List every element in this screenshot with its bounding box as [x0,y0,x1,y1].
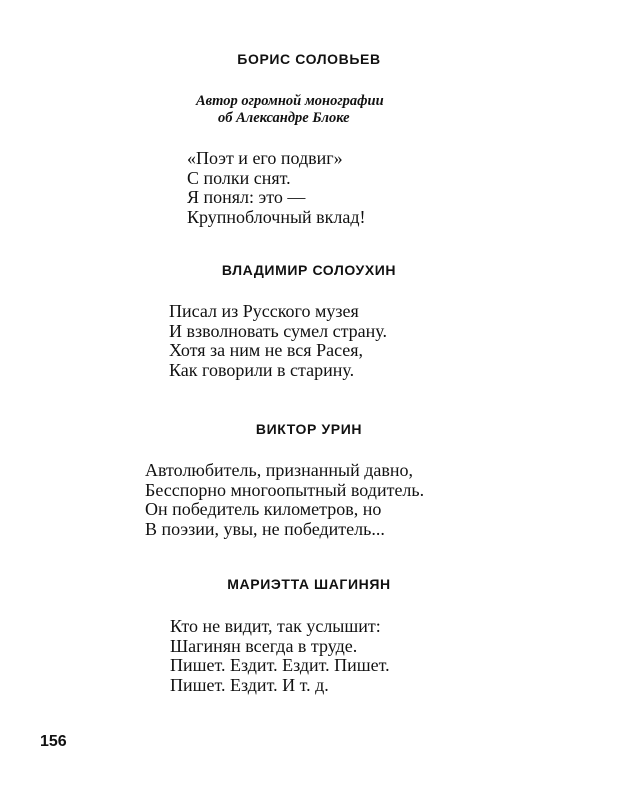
poem-4-author-heading: МАРИЭТТА ШАГИНЯН [227,576,391,592]
verse-line: Кто не видит, так услышит: [170,616,381,636]
poem-1-epigraph [196,93,384,127]
verse-line: С полки снят. [187,167,291,188]
poem-1-verse [187,149,366,227]
page-number: 156 [40,733,67,750]
verse-line: Пишет. Ездит. Ездит. Пишет. [170,655,390,675]
poem-3-verse [145,461,424,539]
verse-line: Хотя за ним не вся Расея, [169,340,364,360]
poem-1-author-heading: БОРИС СОЛОВЬЕВ [237,51,381,67]
verse-line: Автолюбитель, признанный давно, [145,460,413,480]
verse-line: Пишет. Ездит. И т. д. [170,674,329,695]
verse-line: Шагинян всегда в труде. [170,635,358,656]
verse-line: «Поэт и его подвиг» [187,148,343,168]
poem-3-author-heading: ВИКТОР УРИН [255,421,363,437]
poem-4-verse [170,617,390,695]
poem-2-verse [169,302,387,380]
poem-2-author-heading: ВЛАДИМИР СОЛОУХИН [221,262,397,278]
verse-line: И взволновать сумел страну. [169,320,387,341]
verse-line: Как говорили в старину. [169,359,355,380]
verse-line: Писал из Русского музея [169,301,359,321]
verse-line: Бесспорно многоопытный водитель. [145,479,425,500]
epigraph-line: Автор огромной монографии [196,93,384,109]
epigraph-line: об Александре Блоке [218,110,350,126]
verse-line: В поэзии, увы, не победитель... [145,518,385,539]
verse-line: Он победитель километров, но [145,499,382,519]
verse-line: Я понял: это — [187,187,306,207]
verse-line: Крупноблочный вклад! [187,206,366,227]
